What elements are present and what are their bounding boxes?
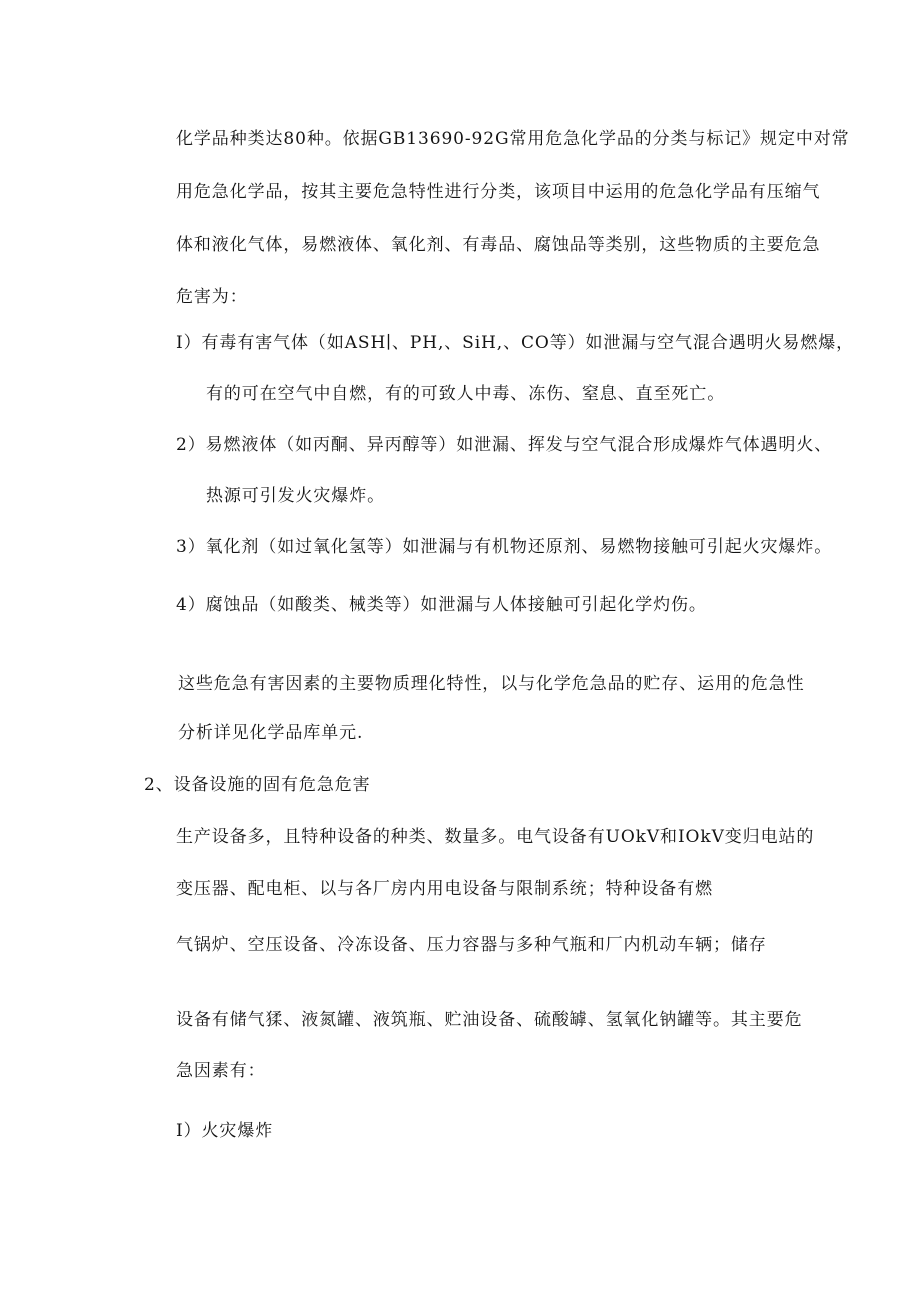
list-item-4-line-1: 4）腐蚀品（如酸类、械类等）如泄漏与人体接触可引起化学灼伤。 <box>176 595 707 615</box>
section-2-line-2: 变压器、配电柜、以与各厂房内用电设备与限制系统；特种设备有燃 <box>176 879 713 899</box>
paragraph-1-line-1: 化学品种类达80种。依据GB13690-92G常用危急化学品的分类与标记》规定中对常 <box>176 129 850 149</box>
list-item-3-line-1: 3）氧化剂（如过氧化氢等）如泄漏与有机物还原剂、易燃物接触可引起火灾爆炸。 <box>176 537 833 557</box>
section-2-line-5: 急因素有： <box>176 1061 266 1081</box>
list-item-2-line-1: 2）易燃液体（如丙酮、异丙醇等）如泄漏、挥发与空气混合形成爆炸气体遇明火、 <box>176 435 833 455</box>
paragraph-1-line-4: 危害为： <box>176 287 248 307</box>
section-2-line-1: 生产设备多，且特种设备的种类、数量多。电气设备有UOkV和IOkV变归电站的 <box>176 827 815 847</box>
section-2-sub-item: I）火灾爆炸 <box>176 1121 274 1141</box>
paragraph-2-line-1: 这些危急有害因素的主要物质理化特性，以与化学危急品的贮存、运用的危急性 <box>178 674 805 694</box>
section-2-line-3: 气锅炉、空压设备、冷冻设备、压力容器与多种气瓶和厂内机动车辆；储存 <box>176 935 767 955</box>
list-item-1-line-2: 有的可在空气中自燃，有的可致人中毒、冻伤、窒息、直至死亡。 <box>206 384 726 404</box>
section-2-line-4: 设备有储气猱、液氮罐、液筑瓶、贮油设备、硫酸罅、氢氧化钠罐等。其主要危 <box>176 1010 803 1030</box>
list-item-1-line-1: I）有毒有害气体（如ASH∣、PH,、SiH,、CO等）如泄漏与空气混合遇明火易燃爆， <box>176 333 855 353</box>
paragraph-1-line-2: 用危急化学品，按其主要危急特性进行分类，该项目中运用的危急化学品有压缩气 <box>176 182 821 202</box>
paragraph-1-line-3: 体和液化气体，易燃液体、氧化剂、有毒品、腐蚀品等类别，这些物质的主要危急 <box>176 235 821 255</box>
list-item-2-line-2: 热源可引发火灾爆炸。 <box>206 486 385 506</box>
paragraph-2-line-2: 分析详见化学品库单元. <box>178 723 364 743</box>
section-heading: 2、设备设施的固有危急危害 <box>144 775 371 795</box>
